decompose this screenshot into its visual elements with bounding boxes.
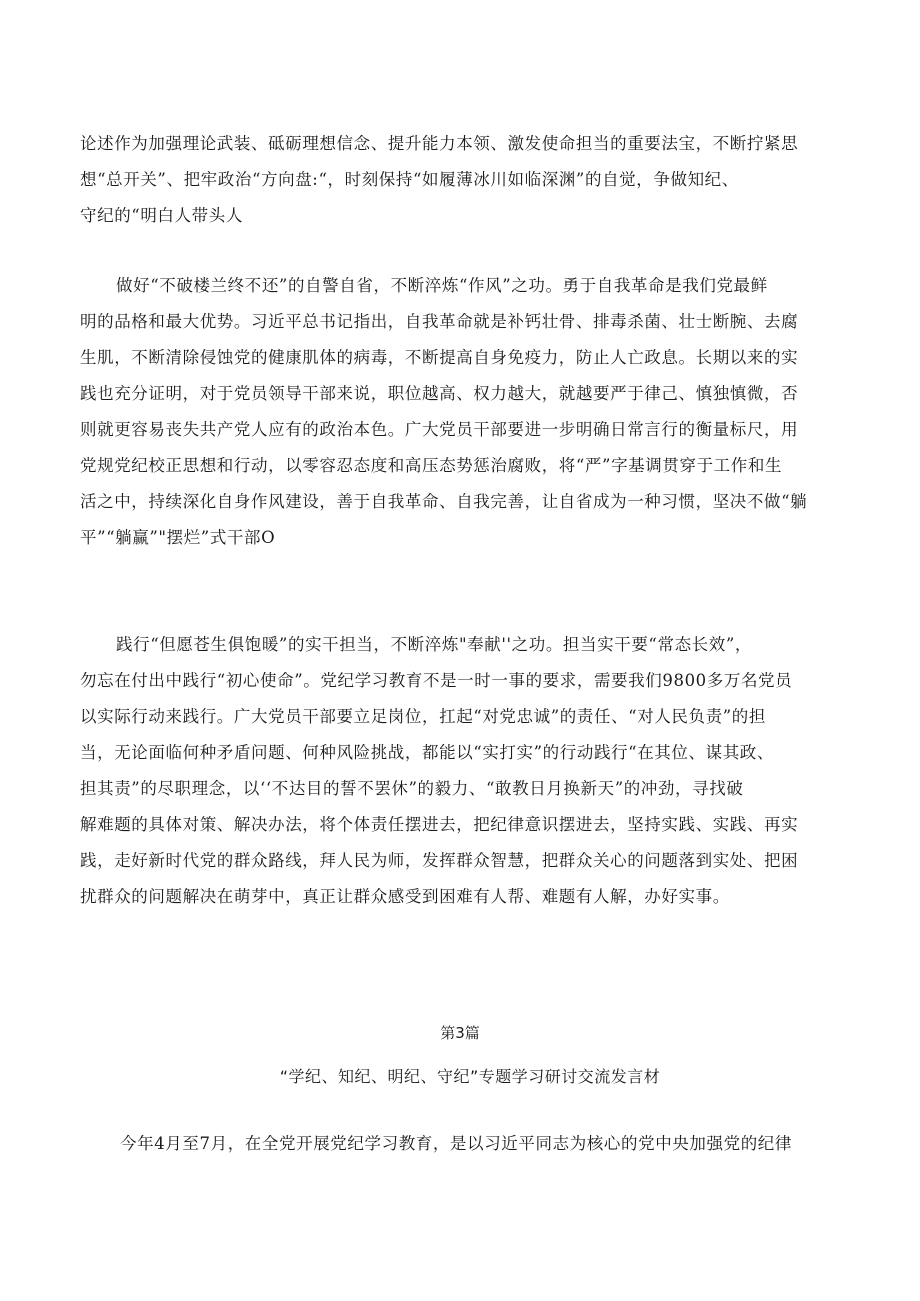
- paragraph-4: [80, 1126, 852, 1162]
- paragraph-line: 党规党纪校正思想和行动，以零容忍态度和高压态势惩治腐败，将“严”字基调贯穿于工作和生: [80, 456, 783, 475]
- section-number: 第3篇: [440, 1024, 480, 1042]
- paragraph-line: 今年4月至7月，在全党开展党纪学习教育，是以习近平同志为核心的党中央加强党的纪律: [120, 1134, 792, 1153]
- paragraph-line: 平”“躺赢”"摆烂”式干部O: [80, 528, 276, 547]
- paragraph-line: 想“总开关”、把牢政治“方向盘:“，时刻保持“如履薄冰川如临深渊”的自觉，争做知纪、: [80, 170, 739, 189]
- section-title: “学纪、知纪、明纪、守纪”专题学习研讨交流发言材: [279, 1067, 661, 1086]
- paragraph-3: [80, 627, 852, 915]
- paragraph-line: 践也充分证明，对于党员领导干部来说，职位越高、权力越大，就越要严于律己、慎独慎微，否: [80, 384, 799, 403]
- paragraph-line: 解难题的具体对策、解决办法，将个体责任摆进去，把纪律意识摆进去，坚持实践、实践、再实: [80, 815, 799, 834]
- paragraph-line: 生肌，不断清除侵蚀党的健康肌体的病毒，不断提高自身免疫力，防止人亡政息。长期以来的实: [80, 348, 799, 367]
- paragraph-line: 践，走好新时代党的群众路线，拜人民为师，发挥群众智慧，把群众关心的问题落到实处、把困: [80, 851, 799, 870]
- paragraph-line: 扰群众的问题解决在萌芽中，真正让群众感受到困难有人帮、难题有人解，办好实事。: [80, 887, 730, 906]
- paragraph-line: 守纪的“明白人带头人: [80, 206, 243, 225]
- paragraph-line: 论述作为加强理论武装、砥砺理想信念、提升能力本领、激发使命担当的重要法宝，不断拧紧思: [80, 134, 799, 153]
- paragraph-line: 做好“不破楼兰终不还”的自警自省，不断淬炼“作风”之功。勇于自我革命是我们党最鲜: [116, 276, 768, 295]
- paragraph-line: 担其责”的尽职理念，以‘‘不达目的誓不罢休”的毅力、“敢教日月换新天”的冲劲，寻找破: [80, 779, 744, 798]
- paragraph-line: 勿忘在付出中践行“初心使命”。党纪学习教育不是一时一事的要求，需要我们9800多万名党员: [80, 671, 793, 690]
- paragraph-line: 践行“但愿苍生俱饱暖”的实干担当，不断淬炼"奉献''之功。担当实干要“常态长效”，: [116, 635, 753, 654]
- paragraph-line: 明的品格和最大优势。习近平总书记指出，自我革命就是补钙壮骨、排毒杀菌、壮士断腕、去腐: [80, 312, 799, 331]
- paragraph-1: [80, 126, 852, 234]
- paragraph-line: 以实际行动来践行。广大党员干部要立足岗位，扛起“对党忠诚”的责任、“对人民负责”的担: [80, 707, 766, 726]
- paragraph-line: 活之中，持续深化自身作风建设，善于自我革命、自我完善，让自省成为一种习惯，坚决不做“躺: [80, 492, 808, 511]
- paragraph-line: 则就更容易丧失共产党人应有的政治本色。广大党员干部要进一步明确日常言行的衡量标尺，用: [80, 420, 799, 439]
- paragraph-line: 当，无论面临何种矛盾问题、何种风险挑战，都能以“实打实”的行动践行“在其位、谋其政、: [80, 743, 775, 762]
- paragraph-2: [80, 268, 852, 556]
